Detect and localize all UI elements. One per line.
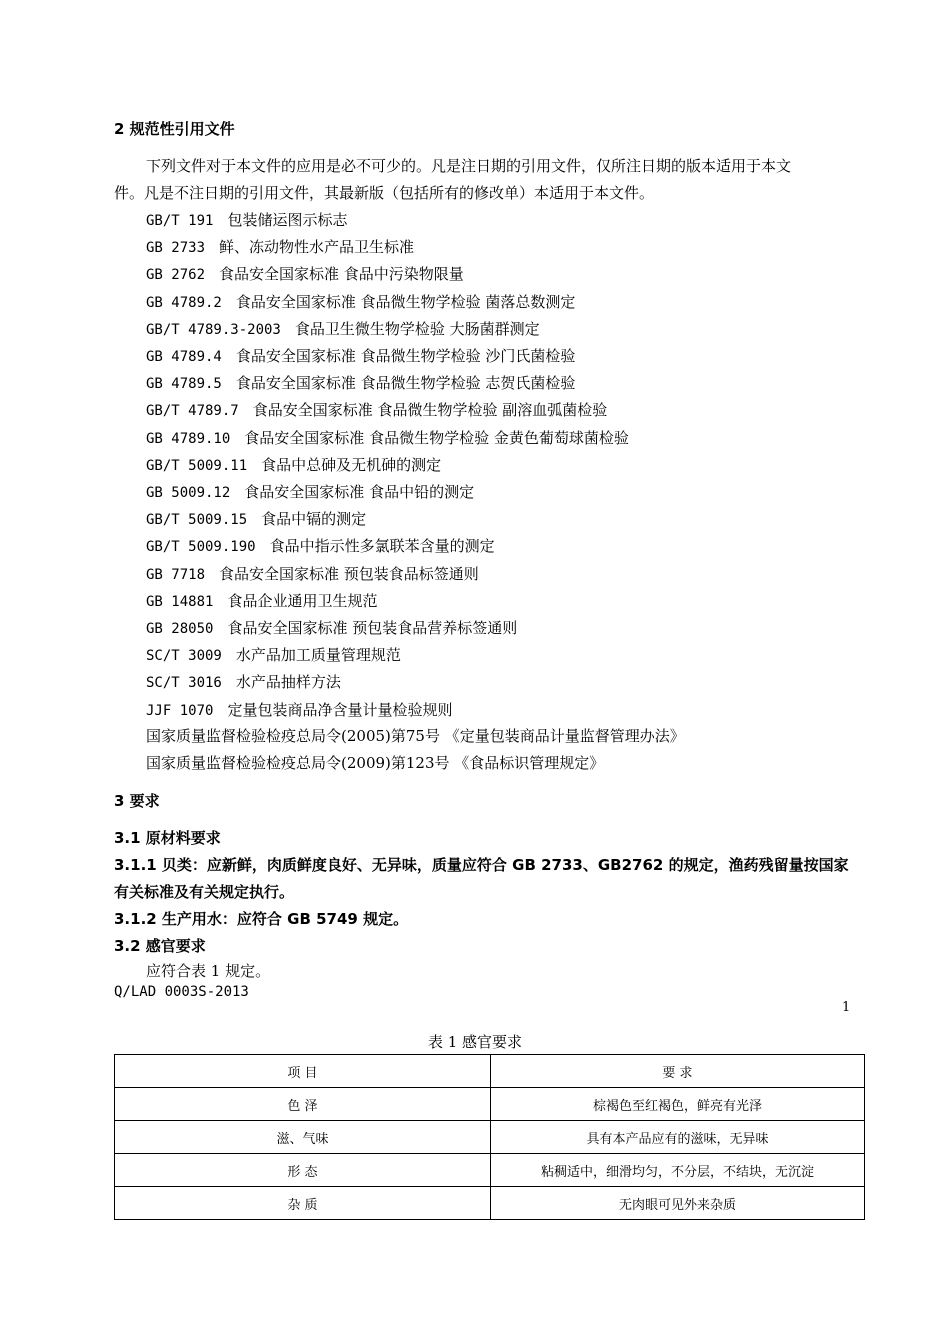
- header-cell-item: 项 目: [115, 1055, 491, 1088]
- reference-code: GB 4789.4: [146, 349, 222, 365]
- reference-code: GB 4789.2: [146, 294, 222, 311]
- reference-item: [146, 209, 347, 230]
- table-cell-item: 杂 质: [115, 1187, 491, 1220]
- reference-title: 食品安全国家标准 预包装食品营养标签通则: [227, 619, 518, 637]
- reference-item: [146, 481, 474, 502]
- reference-title: 食品安全国家标准 食品微生物学检验 沙门氏菌检验: [235, 347, 576, 365]
- sensory-requirements-table: [114, 1054, 865, 1220]
- table-header-row: [115, 1055, 865, 1088]
- document-code: Q/LAD 0003S-2013: [114, 984, 249, 1000]
- table-cell-requirement: 粘稠适中，细滑均匀，不分层，不结块，无沉淀: [491, 1154, 865, 1187]
- reference-title: 食品安全国家标准 预包装食品标签通则: [219, 564, 479, 583]
- section-2-heading: 2 规范性引用文件: [114, 120, 235, 138]
- reference-item: [146, 399, 607, 420]
- page-number: 1: [842, 1000, 851, 1015]
- reference-item: [146, 644, 401, 665]
- reference-item: [146, 699, 452, 720]
- table-cell-item: 形 态: [115, 1154, 491, 1187]
- table-row: [115, 1121, 865, 1154]
- reference-title: 食品安全国家标准 食品微生物学检验 金黄色葡萄球菌检验: [244, 428, 629, 447]
- reference-item: [146, 563, 479, 584]
- reference-title: 食品安全国家标准 食品微生物学检验 菌落总数测定: [235, 292, 576, 311]
- reference-title: 食品卫生微生物学检验 大肠菌群测定: [294, 319, 540, 338]
- reference-code: GB/T 191: [146, 213, 214, 229]
- section-3-1-1-line2: 有关标准及有关规定执行。: [114, 883, 295, 901]
- section-2-intro-line2: 件。凡是不注日期的引用文件，其最新版（包括所有的修改单）本适用于本文件。: [114, 184, 655, 202]
- reference-code: GB/T 4789.7: [146, 403, 239, 420]
- reference-title: 食品中指示性多氯联苯含量的测定: [269, 537, 495, 556]
- table-1-caption: 表 1 感官要求: [427, 1033, 523, 1051]
- reference-code: GB/T 5009.15: [146, 512, 248, 529]
- reference-code: GB/T 5009.11: [146, 457, 248, 474]
- reference-code: GB 4789.5: [146, 376, 222, 393]
- reference-code: JJF 1070: [146, 702, 214, 719]
- table-cell-requirement: 无肉眼可见外来杂质: [491, 1187, 865, 1220]
- reference-item: [146, 236, 414, 257]
- reference-code: GB 2762: [146, 267, 206, 284]
- section-2-intro-line1: 下列文件对于本文件的应用是必不可少的。凡是注日期的引用文件，仅所注日期的版本适用于本文: [146, 157, 792, 175]
- reference-title: 食品安全国家标准 食品微生物学检验 副溶血弧菌检验: [252, 401, 608, 420]
- reference-code: SC/T 3016: [146, 675, 222, 692]
- reference-title: 食品中总砷及无机砷的测定: [261, 455, 442, 474]
- reference-title: 食品中镉的测定: [261, 510, 367, 529]
- reference-title: 包装储运图示标志: [227, 211, 348, 229]
- reference-title: 水产品加工质量管理规范: [235, 646, 401, 665]
- reference-order-2005: 国家质量监督检验检疫总局令(2005)第75号 《定量包装商品计量监督管理办法》: [146, 727, 685, 745]
- reference-item: [146, 671, 341, 692]
- section-3-2-text: 应符合表 1 规定。: [146, 962, 271, 980]
- reference-item: [146, 617, 517, 638]
- reference-code: GB 14881: [146, 593, 214, 610]
- reference-item: [146, 454, 441, 475]
- reference-title: 食品企业通用卫生规范: [227, 591, 378, 610]
- section-3-heading: 3 要求: [114, 792, 160, 810]
- reference-item: [146, 590, 377, 611]
- reference-order-2009: 国家质量监督检验检疫总局令(2009)第123号 《食品标识管理规定》: [146, 754, 605, 772]
- reference-item: [146, 318, 540, 339]
- reference-item: [146, 263, 464, 284]
- table-row: [115, 1088, 865, 1121]
- reference-title: 食品安全国家标准 食品中铅的测定: [244, 483, 475, 501]
- reference-item: [146, 345, 575, 366]
- header-cell-requirement: 要 求: [491, 1055, 865, 1088]
- reference-title: 定量包装商品净含量计量检验规则: [227, 700, 453, 719]
- reference-item: [146, 535, 495, 556]
- reference-code: GB/T 4789.3-2003: [146, 321, 281, 338]
- table-cell-requirement: 具有本产品应有的滋味，无异味: [491, 1121, 865, 1154]
- table-row: [115, 1154, 865, 1187]
- section-3-1-heading: 3.1 原材料要求: [114, 829, 221, 847]
- table-cell-requirement: 棕褐色至红褐色，鲜亮有光泽: [491, 1088, 865, 1121]
- reference-item: [146, 291, 575, 312]
- reference-title: 食品安全国家标准 食品中污染物限量: [219, 265, 464, 284]
- reference-code: GB 28050: [146, 621, 214, 637]
- reference-code: GB 5009.12: [146, 485, 231, 501]
- reference-title: 水产品抽样方法: [235, 673, 341, 692]
- reference-code: GB 7718: [146, 566, 206, 583]
- reference-title: 鲜、冻动物性水产品卫生标准: [219, 238, 415, 257]
- reference-item: [146, 427, 629, 448]
- reference-item: [146, 372, 575, 393]
- reference-code: GB 2733: [146, 240, 206, 257]
- reference-code: GB 4789.10: [146, 430, 231, 447]
- reference-item: [146, 508, 366, 529]
- section-3-1-2: 3.1.2 生产用水：应符合 GB 5749 规定。: [114, 910, 409, 928]
- table-cell-item: 色 泽: [115, 1088, 491, 1121]
- reference-code: GB/T 5009.190: [146, 539, 256, 556]
- table-cell-item: 滋、气味: [115, 1121, 491, 1154]
- reference-code: SC/T 3009: [146, 648, 222, 665]
- reference-title: 食品安全国家标准 食品微生物学检验 志贺氏菌检验: [235, 374, 576, 393]
- section-3-1-1-line1: 3.1.1 贝类：应新鲜，肉质鲜度良好、无异味，质量应符合 GB 2733、GB2762 的规定，渔药残留量按国家: [114, 856, 849, 874]
- table-row: [115, 1187, 865, 1220]
- section-3-2-heading: 3.2 感官要求: [114, 937, 206, 955]
